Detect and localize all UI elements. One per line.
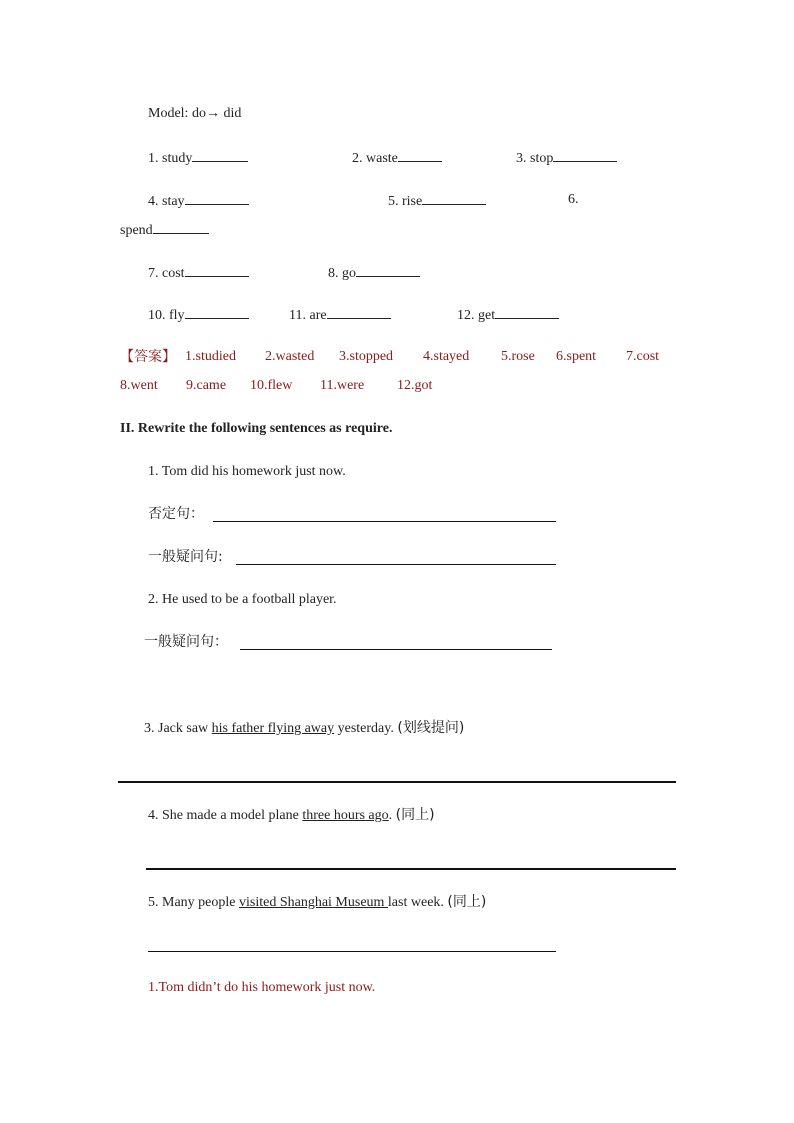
question-4: 4. She made a model plane three hours ago. (同上) [148,807,435,823]
question-4-answer-line [146,868,676,870]
general-question-answer-line [236,564,556,565]
answer-6: 6.spent [556,349,597,364]
underlined-part: three hours ago [302,808,389,823]
item-rise: 5. rise [388,191,486,211]
answer-9: 9.came [186,378,227,393]
answer-11: 11.were [320,378,365,393]
item-6-number: 6. [568,192,579,207]
question-1: 1. Tom did his homework just now. [148,464,346,479]
negative-sentence-label: 否定句： [148,506,204,522]
question-5: 5. Many people visited Shanghai Museum last week. (同上) [148,894,487,910]
item-stay: 4. stay [148,191,249,211]
answer-tag: 【答案】 [120,349,176,365]
answer-8: 8.went [120,378,158,393]
answer-4: 4.stayed [423,349,470,364]
general-question-label: 一般疑问句: [148,549,223,565]
question-3: 3. Jack saw his father flying away yesterday. (划线提问) [144,720,465,736]
model-example: Model: do→ did [148,106,242,121]
item-fly: 10. fly [148,305,249,325]
section-2-heading: II. Rewrite the following sentences as require. [120,421,393,436]
item-get: 12. get [457,305,559,325]
answer-3: 3.stopped [339,349,394,364]
answer-2: 2.wasted [265,349,315,364]
question-2: 2. He used to be a football player. [148,592,337,607]
item-go: 8. go [328,263,420,283]
general-question-2-label: 一般疑问句： [144,634,228,650]
item-cost: 7. cost [148,263,249,283]
underlined-part: visited Shanghai Museum [238,895,388,910]
answer-12: 12.got [397,378,433,393]
item-are: 11. are [289,305,391,325]
item-spend: spend [120,220,209,240]
item-waste: 2. waste [352,148,442,168]
answer-10: 10.flew [250,378,293,393]
section-2-answer-1: 1.Tom didn’t do his homework just now. [148,980,376,995]
answer-7: 7.cost [626,349,660,364]
item-stop: 3. stop [516,148,617,168]
question-3-answer-line [118,781,676,783]
question-5-answer-line [148,951,556,952]
underlined-part: his father flying away [211,721,335,736]
item-study: 1. study [148,148,248,168]
answer-5: 5.rose [501,349,535,364]
negative-answer-line [213,521,556,522]
answer-1: 1.studied [185,349,236,364]
general-question-2-answer-line [240,649,552,650]
